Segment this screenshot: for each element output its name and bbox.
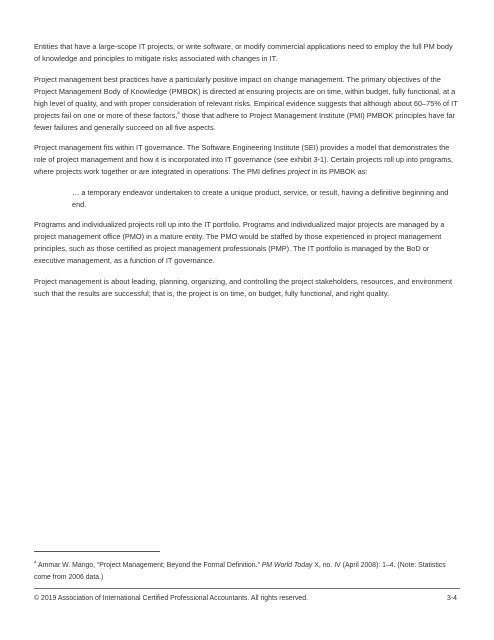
paragraph-text: Project management best practices have a particularly positive impact on change management. The primary objectives of the Project Management Body of Knowledge (PMBOK) is directed at ensuring projects are on time, within budget, fully functional, at a high level of quality, and with proper consideration of relevant risks. Empirical evidence suggests that although about 60–75% of IT projects fail on one or more of these factors, bbox=[34, 74, 458, 120]
page-number: 3-4 bbox=[447, 595, 457, 602]
paragraph-text: in its PMBOK as: bbox=[309, 167, 368, 177]
paragraph-it-portfolio: Programs and individualized projects roll up into the IT portfolio. Programs and individualized major projects are managed by a project management office (PMO) in a mature entity. The PMO would be staffed by those experienced in project management principles, such as those certified as project management professionals (PMP). The IT portfolio is managed by the BoD or executive management, as a function of IT governance. bbox=[34, 220, 445, 266]
paragraph-text: those that adhere to Project Management Institute (PMI) PMBOK principles have far fewer failures and generally succeed on all five aspects. bbox=[34, 110, 455, 132]
footnote-number: 4 bbox=[34, 559, 37, 565]
footnote bbox=[34, 560, 460, 583]
footnote-divider bbox=[34, 551, 160, 552]
body-text bbox=[34, 41, 460, 308]
emphasized-term: project bbox=[287, 167, 310, 177]
copyright-notice: © 2019 Association of International Certified Professional Accountants. All rights reserved. bbox=[34, 595, 308, 602]
footnote-text: X, no. IV (April 2008): 1–4. (Note: Statistics come from 2006 data.) bbox=[34, 562, 446, 581]
paragraph-pm-best-practices bbox=[34, 74, 460, 134]
footnote-publication: PM World Today bbox=[261, 562, 313, 569]
paragraph-text: Project management fits within IT governance. The Software Engineering Institute (SEI) provides a model that demonstrates the role of project management and how it is incorporated into IT governance (see exhibit 3-1). Certain projects roll up into programs, where projects work together or are integrated in operations. The PMI defines bbox=[34, 143, 454, 177]
paragraph-pm-leading: Project management is about leading, planning, organizing, and controlling the project stakeholders, resources, and environment such that the results are successful; that is, the project is on time, on budget, fully functional, and right quality. bbox=[34, 276, 453, 298]
footnote-text: Ammar W. Mango, “Project Management; Beyond the Formal Definition.” bbox=[36, 562, 262, 569]
paragraph-it-governance bbox=[34, 142, 460, 178]
block-quote: … a temporary endeavor undertaken to create a unique product, service, or result, having a definitive beginning and end. bbox=[72, 187, 449, 210]
footnote-reference[interactable]: 4 bbox=[177, 110, 180, 116]
footer-divider bbox=[34, 588, 460, 589]
paragraph-large-scope: Entities that have a large-scope IT projects, or write software, or modify commercial applications need to employ the full PM body of knowledge and principles to mitigate risks associated with changes in IT. bbox=[34, 42, 453, 64]
